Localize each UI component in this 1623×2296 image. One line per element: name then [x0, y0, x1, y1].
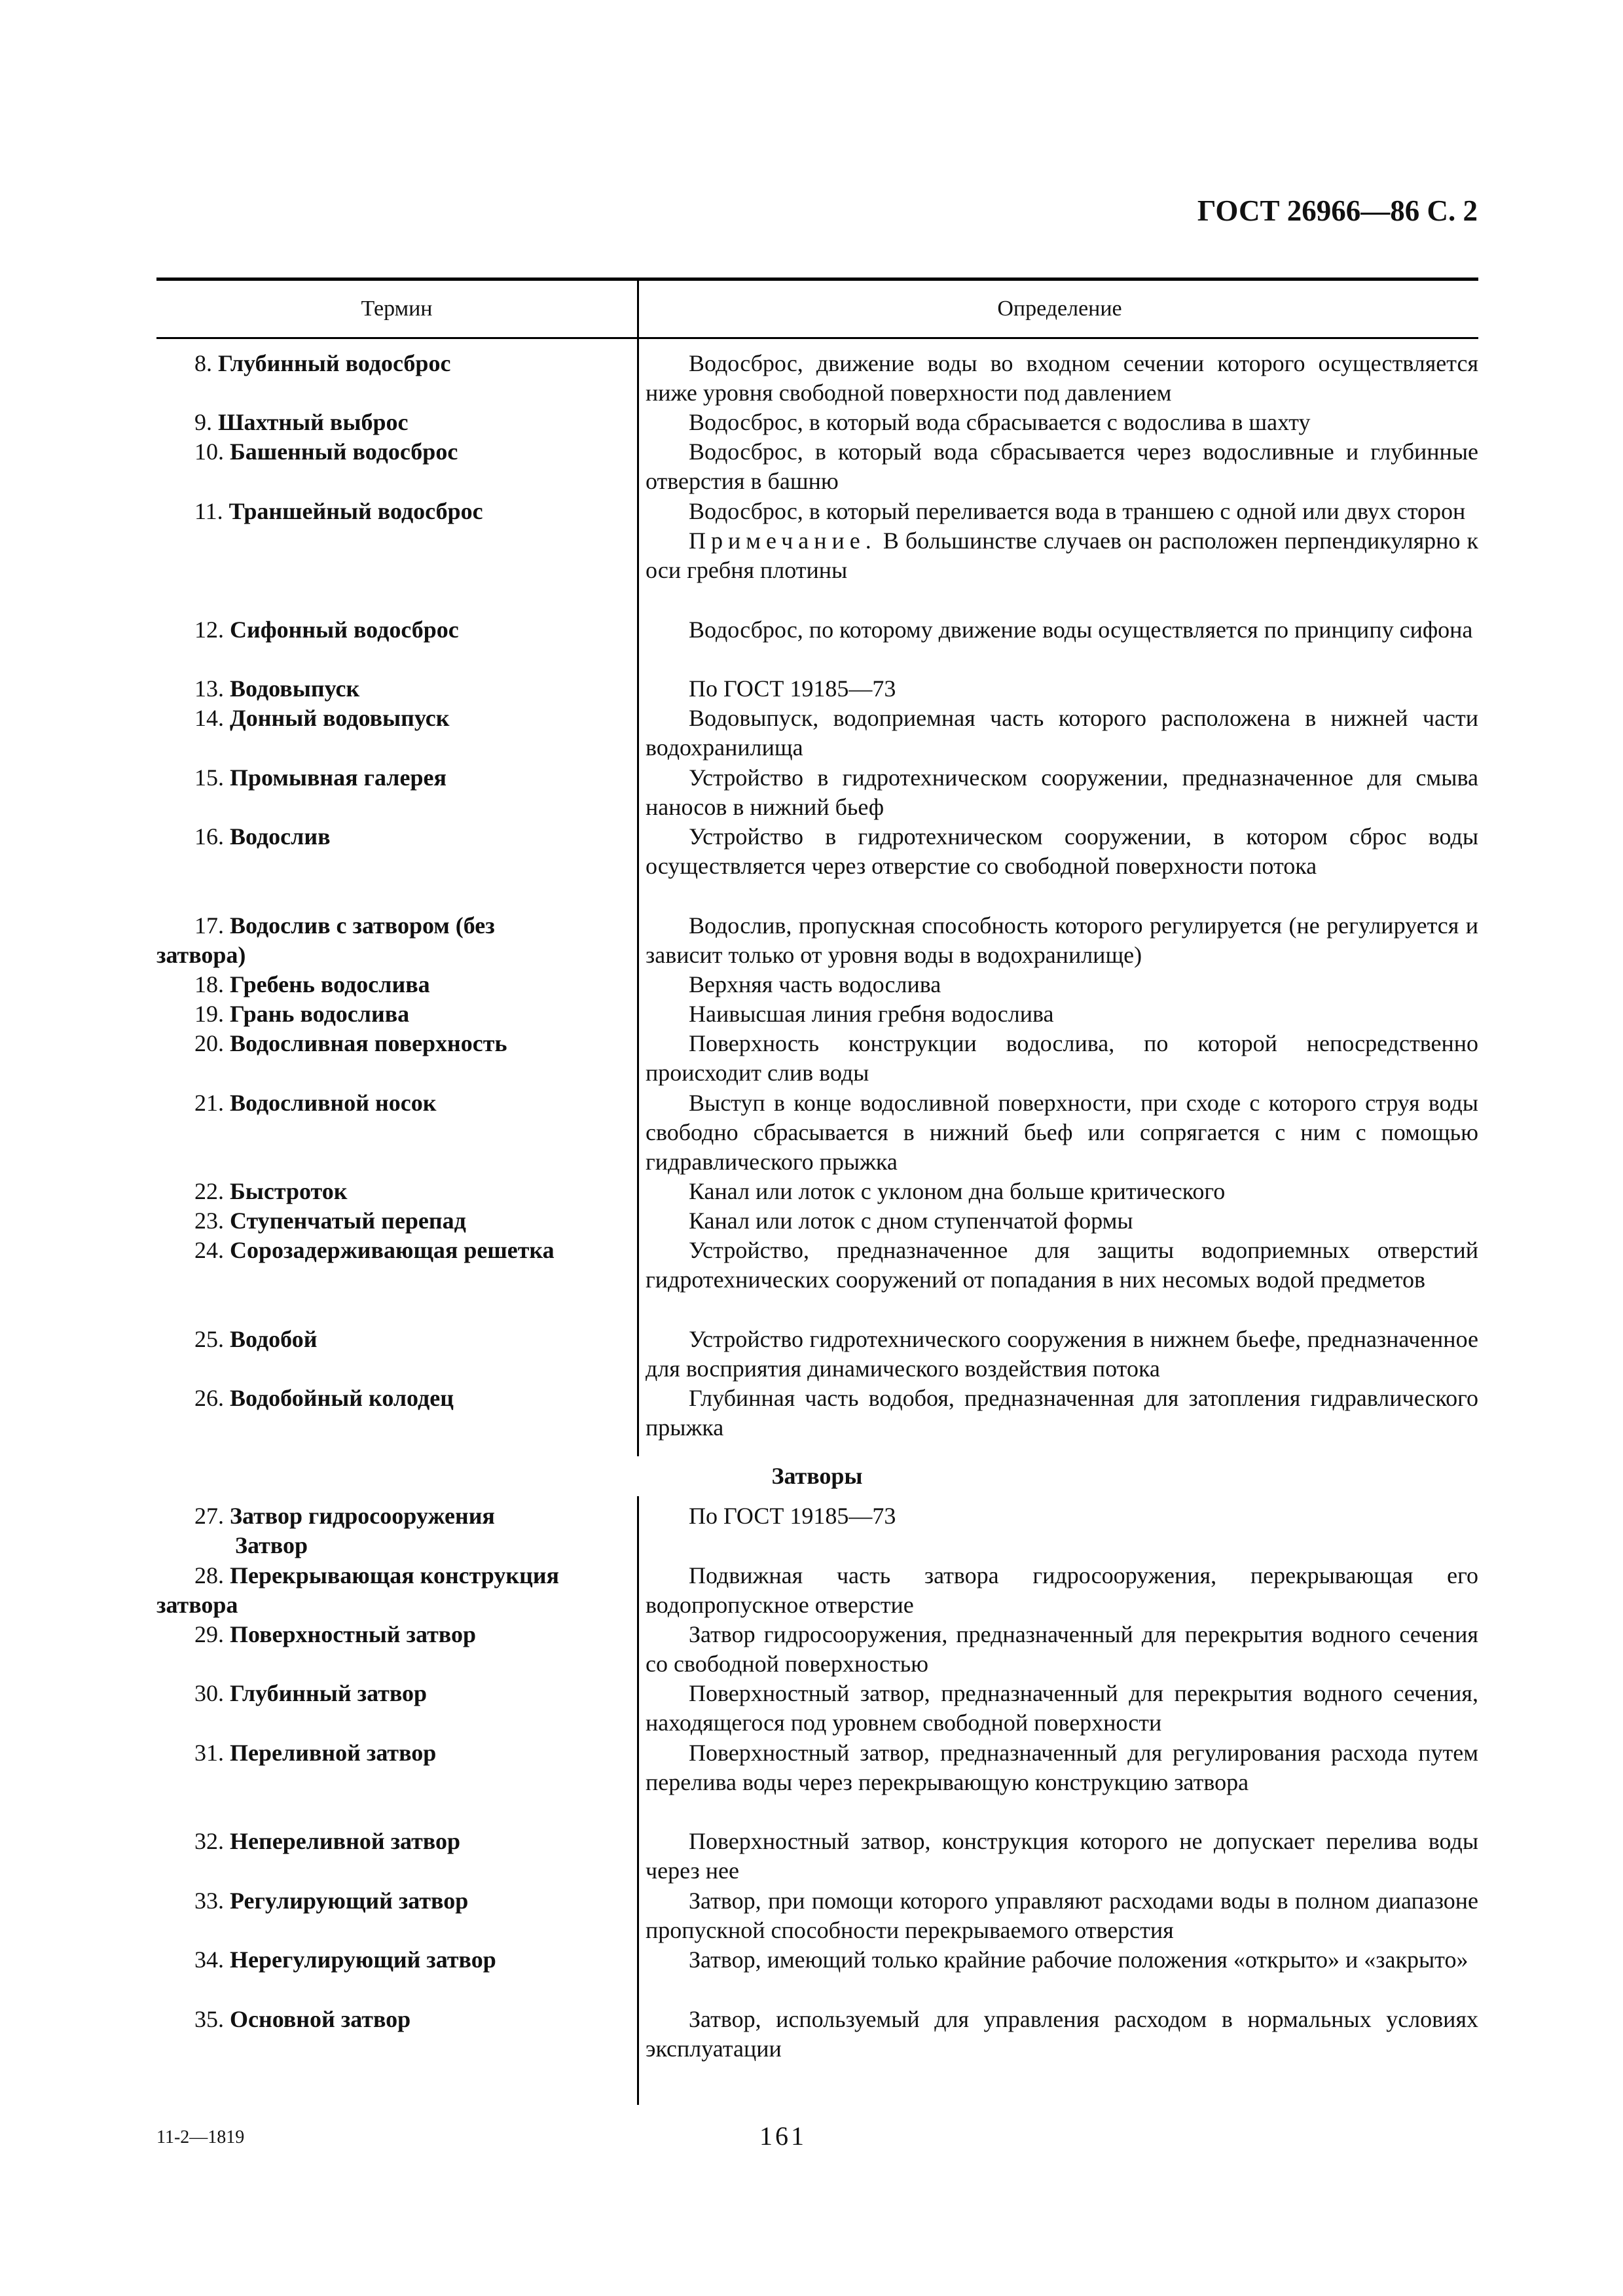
column-header-definition: Определение	[637, 281, 1480, 337]
definition-cell: Канал или лоток с дном ступенчатой формы	[689, 1208, 1133, 1234]
definition-cell: Поверхность конструкции водослива, по которой непосредственно происходит слив воды	[646, 1030, 1478, 1086]
term-number: 20.	[194, 1030, 224, 1056]
term-name: Регулирующий затвор	[230, 1888, 469, 1914]
definition-cell: Поверхностный затвор, конструкция которого не допускает перелива воды через нее	[646, 1828, 1478, 1884]
term-name: Траншейный водосброс	[228, 498, 483, 524]
term-cell	[156, 615, 615, 645]
term-number: 14.	[194, 705, 224, 731]
term-name: Затвор гидросооружения	[230, 1503, 495, 1529]
term-name: Промывная галерея	[230, 764, 447, 791]
term-name: Ступенчатый перепад	[230, 1208, 466, 1234]
term-name: Глубинный затвор	[230, 1680, 428, 1706]
term-number: 9.	[194, 409, 212, 435]
term-cell	[156, 2005, 615, 2034]
term-cell	[156, 970, 615, 999]
term-number: 17.	[194, 912, 224, 939]
term-number: 29.	[194, 1621, 224, 1647]
definition-cell: Канал или лоток с уклоном дна больше критического	[689, 1178, 1226, 1204]
term-number: 15.	[194, 764, 224, 791]
term-cell	[156, 674, 615, 704]
term-number: 30.	[194, 1680, 224, 1706]
term-cell	[156, 1236, 615, 1265]
term-name: Непереливной затвор	[230, 1828, 461, 1854]
term-name: Шахтный выброс	[218, 409, 409, 435]
term-number: 32.	[194, 1828, 224, 1854]
term-cell	[156, 1679, 615, 1708]
definition-cell: Глубинная часть водобоя, предназначенная для затопления гидравлического прыжка	[646, 1385, 1478, 1441]
term-cell	[156, 1620, 615, 1649]
term-number: 13.	[194, 675, 224, 702]
term-name: Поверхностный затвор	[230, 1621, 476, 1647]
column-header-term: Термин	[361, 296, 433, 321]
term-name: Водобой	[230, 1326, 318, 1352]
term-cell	[156, 999, 615, 1029]
definition-cell: Затвор, используемый для управления расходом в нормальных условиях эксплуатации	[646, 2006, 1478, 2062]
term-number: 19.	[194, 1001, 224, 1027]
term-name: Переливной затвор	[230, 1740, 437, 1766]
term-cell	[156, 1177, 615, 1206]
term-name: Нерегулирующий затвор	[230, 1946, 496, 1973]
term-name: Сифонный водосброс	[230, 617, 459, 643]
definition-cell: Затвор, при помощи которого управляют расходами воды в полном диапазоне пропускной способности перекрываемого отверстия	[646, 1888, 1478, 1943]
term-cell	[156, 1738, 615, 1768]
term-name: Основной затвор	[230, 2006, 411, 2032]
term-cell	[156, 822, 615, 852]
definition-cell: Верхняя часть водослива	[689, 971, 941, 997]
term-number: 31.	[194, 1740, 224, 1766]
definition-cell: Устройство в гидротехническом сооружении, предназначенное для смыва наносов в нижний бьеф	[646, 764, 1478, 820]
definition-cell: Затвор, имеющий только крайние рабочие положения «открыто» и «закрыто»	[689, 1946, 1468, 1973]
definition-cell: Водосброс, движение воды во входном сечении которого осуществляется ниже уровня свободной поверхности под давлением	[646, 350, 1478, 406]
term-name: Перекрывающая конструкция затвора	[156, 1562, 560, 1618]
term-number: 27.	[194, 1503, 224, 1529]
column-divider	[637, 1496, 639, 2105]
term-cell	[156, 911, 575, 970]
page-number: 161	[759, 2121, 807, 2151]
print-code: 11-2—1819	[156, 2127, 245, 2147]
term-number: 26.	[194, 1385, 224, 1411]
term-cell	[156, 704, 615, 733]
term-number: 34.	[194, 1946, 224, 1973]
definition-cell: По ГОСТ 19185—73	[689, 1503, 896, 1529]
section-title: Затворы	[771, 1463, 863, 1489]
definition-cell: По ГОСТ 19185—73	[689, 675, 896, 702]
definition-cell: Поверхностный затвор, предназначенный для регулирования расхода путем перелива воды через перекрывающую конструкцию затвора	[646, 1740, 1478, 1795]
definition-cell: Выступ в конце водосливной поверхности, при сходе с которого струя воды свободно сбрасывается в нижний бьеф или сопрягается с ним с помощью гидравлического прыжка	[646, 1090, 1478, 1175]
definition-cell: Устройство в гидротехническом сооружении, в котором сброс воды осуществляется через отверстие со свободной поверхности потока	[646, 823, 1478, 879]
term-name: Водослив	[230, 823, 331, 850]
term-name: Водослив с затвором (без затвора)	[156, 912, 495, 968]
term-number: 23.	[194, 1208, 224, 1234]
term-cell	[156, 1886, 615, 1916]
note-text: В большинстве случаев он расположен перпендикулярно к оси гребня плотины	[646, 528, 1478, 583]
term-cell	[156, 1561, 628, 1620]
definition-cell: Поверхностный затвор, предназначенный для перекрытия водного сечения, находящегося под уровнем свободной поверхности	[646, 1680, 1478, 1736]
definition-cell: Затвор гидросооружения, предназначенный для перекрытия водного сечения со свободной поверхностью	[646, 1621, 1478, 1677]
term-number: 35.	[194, 2006, 224, 2032]
term-name: Донный водовыпуск	[230, 705, 450, 731]
term-number: 33.	[194, 1888, 224, 1914]
note-label: Примечание.	[689, 528, 877, 554]
term-number: 16.	[194, 823, 224, 850]
definition-cell: Подвижная часть затвора гидросооружения, перекрывающая его водопропускное отверстие	[646, 1562, 1478, 1618]
definition-cell: Водосброс, в который вода сбрасывается с водослива в шахту	[689, 409, 1311, 435]
term-cell	[156, 763, 615, 793]
term-name: Сорозадерживающая решетка	[230, 1237, 555, 1263]
term-cell	[156, 1206, 615, 1236]
term-cell	[156, 1029, 615, 1058]
term-number: 8.	[194, 350, 212, 376]
term-name: Водобойный колодец	[230, 1385, 454, 1411]
definition-note	[646, 526, 1478, 585]
term-name: Гребень водослива	[230, 971, 430, 997]
term-cell	[156, 1945, 615, 1975]
term-name: Водосливной носок	[230, 1090, 437, 1116]
term-number: 28.	[194, 1562, 224, 1588]
term-number: 18.	[194, 971, 224, 997]
definition-cell: Водовыпуск, водоприемная часть которого расположена в нижней части водохранилища	[646, 705, 1478, 761]
term-cell	[156, 349, 615, 378]
definition-cell: Водослив, пропускная способность которого регулируется (не регулируется и зависит только от уровня воды в водохранилище)	[646, 912, 1478, 968]
term-number: 25.	[194, 1326, 224, 1352]
definition-text: Водосброс, в который переливается вода в траншею с одной или двух сторон	[689, 498, 1466, 524]
term-cell	[156, 1384, 615, 1413]
column-divider	[637, 336, 639, 1456]
term-name: Водовыпуск	[230, 675, 360, 702]
term-cell	[156, 1325, 615, 1354]
term-cell	[156, 408, 615, 437]
definition-cell: Устройство гидротехнического сооружения в нижнем бьефе, предназначенное для восприятия динамического воздействия потока	[646, 1326, 1478, 1382]
definition-cell: Водосброс, в который вода сбрасывается через водосливные и глубинные отверстия в башню	[646, 439, 1478, 494]
definition-cell: Водосброс, по которому движение воды осуществляется по принципу сифона	[689, 617, 1473, 643]
definition-cell	[646, 497, 1478, 585]
term-name: Быстроток	[230, 1178, 348, 1204]
term-number: 22.	[194, 1178, 224, 1204]
term-synonym: Затвор	[235, 1532, 308, 1558]
term-cell	[156, 497, 615, 526]
term-number: 10.	[194, 439, 224, 465]
term-cell	[156, 1501, 615, 1560]
term-cell	[156, 1827, 615, 1856]
term-cell	[156, 1088, 615, 1118]
definition-cell: Наивысшая линия гребня водослива	[689, 1001, 1054, 1027]
term-number: 24.	[194, 1237, 224, 1263]
page-header: ГОСТ 26966—86 С. 2	[1197, 194, 1478, 227]
term-name: Глубинный водосброс	[218, 350, 451, 376]
term-name: Башенный водосброс	[230, 439, 458, 465]
table-header	[156, 278, 1478, 339]
term-number: 21.	[194, 1090, 224, 1116]
term-number: 12.	[194, 617, 224, 643]
term-name: Грань водослива	[230, 1001, 410, 1027]
term-name: Водосливная поверхность	[230, 1030, 507, 1056]
term-number: 11.	[194, 498, 223, 524]
definition-cell: Устройство, предназначенное для защиты водоприемных отверстий гидротехнических сооружений от попадания в них несомых водой предметов	[646, 1237, 1478, 1293]
term-cell	[156, 437, 615, 467]
